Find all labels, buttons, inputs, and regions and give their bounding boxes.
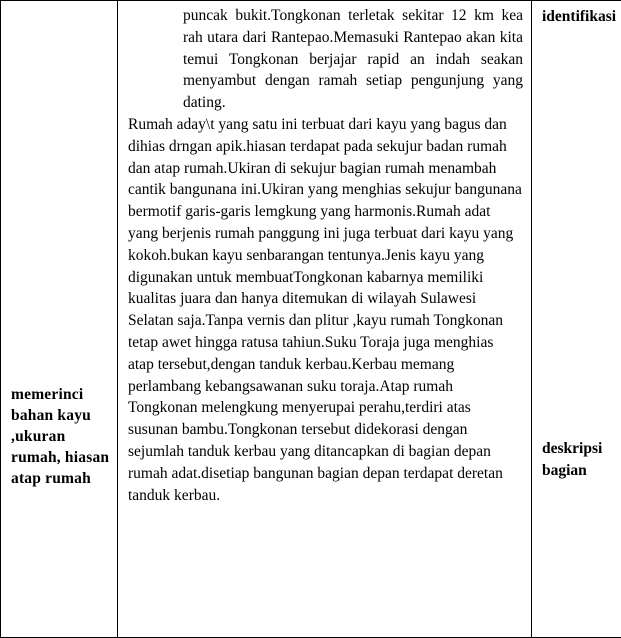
right-column-label-bottom: deskripsi bagian bbox=[542, 440, 603, 479]
body-paragraph: Rumah aday\t yang satu ini terbuat dari kayu yang bagus dan dihias drngan apik.hiasan terdapat pada sekujur badan rumah dan atap rumah.Ukiran di sekujur bagian rumah menambah cantik bangunana ini.Ukiran yang menghias sekujur bangunana bermotif garis-garis lemgkung yang harmonis.Rumah adat yang berjenis rumah panggung ini juga terbuat dari kayu yang kokoh.bukan kayu senbarangan tentunya.Jenis kayu yang digunakan untuk membuatTongkonan kabarnya memiliki kualitas juara dan hanya ditemukan di wilayah Sulawesi Selatan saja.Tanpa vernis dan plitur ,kayu rumah Tongkonan tetap awet hingga ratusa tahiun.Suku Toraja juga menghias atap tersebut,dengan tanduk kerbau.Kerbau memang perlambang kebangsawanan suku toraja.Atap rumah Tongkonan melengkung menyerupai perahu,terdiri atas susunan bambu.Tongkonan tersebut didekorasi dengan sejumlah tanduk kerbau yang ditancapkan di bagian depan rumah adat.disetiap bangunan bagian depan terdapat deretan tanduk kerbau. bbox=[128, 115, 522, 504]
right-column-label-top: identifikasi bbox=[542, 8, 617, 25]
table-row bbox=[1, 1, 621, 638]
right-column-cell bbox=[532, 1, 621, 638]
middle-column-cell bbox=[118, 1, 532, 638]
middle-content bbox=[128, 5, 523, 506]
left-column-label: memerinci bahan kayu ,ukuran rumah, hiasan atap rumah bbox=[11, 386, 110, 487]
intro-paragraph-block bbox=[183, 5, 523, 114]
left-column-cell bbox=[1, 1, 118, 638]
intro-paragraph: puncak bukit.Tongkonan terletak sekitar 12 km kea rah utara dari Rantepao.Memasuki Rantepao akan kita temui Tongkonan berjajar rapid an indah seakan menyambut dengan ramah setiap pengunjung yang dating. bbox=[183, 7, 523, 112]
